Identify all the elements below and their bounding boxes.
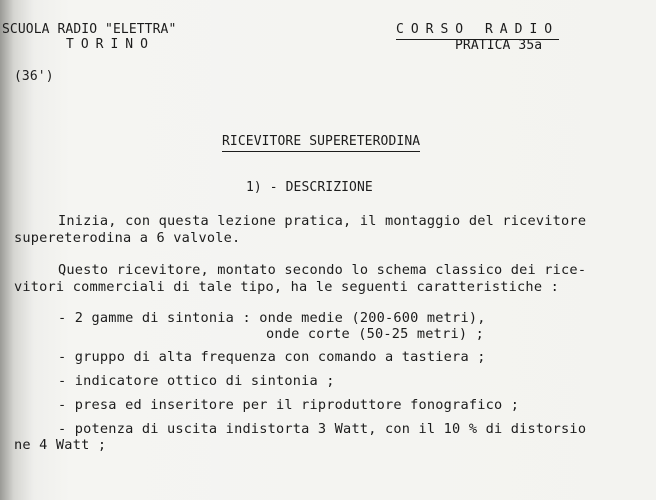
section-heading: 1) - DESCRIZIONE xyxy=(246,180,373,195)
page-code: (36') xyxy=(14,69,54,84)
list-item-continuation: onde corte (50-25 metri) ; xyxy=(266,326,484,342)
list-item: - presa ed inseritore per il riproduttore fonografico ; xyxy=(58,397,520,413)
paragraph-2-line-1: Questo ricevitore, montato secondo lo schema classico dei rice- xyxy=(58,262,587,278)
school-city: TORINO xyxy=(66,37,155,52)
paragraph-1-line-1: Inizia, con questa lezione pratica, il montaggio del ricevitore xyxy=(58,213,587,229)
list-item-continuation: ne 4 Watt ; xyxy=(14,437,107,453)
list-item: - potenza di uscita indistorta 3 Watt, con il 10 % di distorsio xyxy=(58,421,587,437)
paragraph-1-line-2: supereterodina a 6 valvole. xyxy=(14,230,241,246)
list-item: - gruppo di alta frequenza con comando a tastiera ; xyxy=(58,349,486,365)
paragraph-2-line-2: vitori commerciali di tale tipo, ha le seguenti caratteristiche : xyxy=(14,279,559,295)
document-title: RICEVITORE SUPERETERODINA xyxy=(222,134,420,152)
course-title: CORSO RADIO xyxy=(396,22,559,40)
list-item: - 2 gamme di sintonia : onde medie (200-600 metri), xyxy=(58,310,486,326)
practice-number: PRATICA 35a xyxy=(455,38,543,53)
school-name: SCUOLA RADIO "ELETTRA" xyxy=(2,22,177,37)
list-item: - indicatore ottico di sintonia ; xyxy=(58,373,335,389)
